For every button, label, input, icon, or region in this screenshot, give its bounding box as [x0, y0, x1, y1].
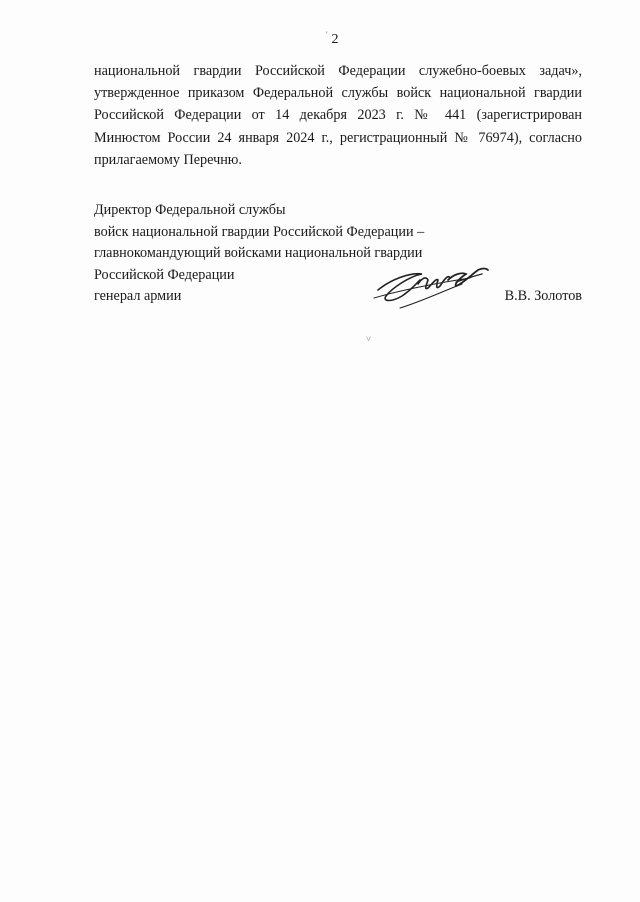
signatory-position-line-1: Директор Федеральной службы	[94, 202, 286, 218]
body-line-3: Российской Федерации от 14 декабря 2023 г. № 441 (зарегистрирован	[94, 107, 582, 124]
signatory-rank: генерал армии	[94, 288, 182, 305]
signatory-position-line-3: главнокомандующий войсками национальной гвардии	[94, 245, 423, 262]
body-line-2: утвержденное приказом Федеральной службы войск национальной гвардии	[94, 85, 582, 102]
scan-speck: ˅	[366, 334, 372, 344]
body-line-5: прилагаемому Перечню.	[94, 151, 242, 168]
page-number: 2	[331, 32, 339, 47]
body-paragraph	[94, 60, 582, 171]
body-line-4: Минюстом России 24 января 2024 г., регистрационный № 76974), согласно	[94, 129, 582, 146]
signatory-name: В.В. Золотов	[504, 288, 582, 304]
signatory-position-line-4: Российской Федерации	[94, 266, 235, 283]
body-line-1: национальной гвардии Российской Федерации служебно-боевых задач»,	[94, 63, 582, 79]
handwritten-signature	[370, 262, 495, 312]
signature-block	[94, 200, 582, 308]
signatory-position-line-2: войск национальной гвардии Российской Федерации –	[94, 223, 425, 240]
scan-speck: '	[326, 30, 328, 40]
